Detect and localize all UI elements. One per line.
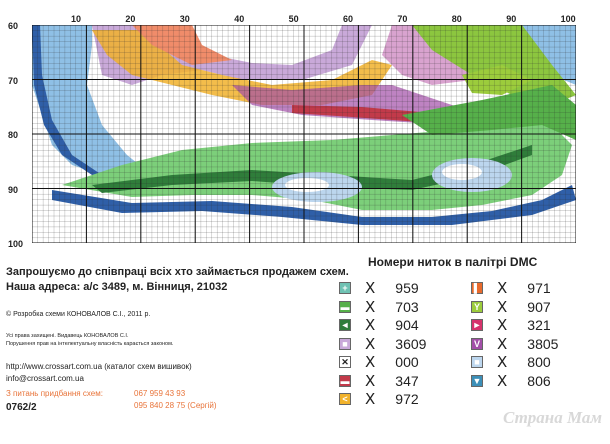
- x-axis-label: 10: [71, 14, 82, 24]
- cross-mark: X: [365, 279, 376, 297]
- legend-row: [471, 335, 558, 353]
- cross-mark: X: [365, 390, 376, 408]
- legend-symbol-swatch: ■: [471, 356, 483, 368]
- cross-mark: X: [497, 353, 508, 371]
- dmc-code: 904: [395, 317, 419, 333]
- cross-mark: X: [365, 334, 376, 353]
- cross-mark: X: [497, 334, 508, 353]
- dmc-code: 703: [395, 298, 419, 315]
- y-axis-label: 100: [8, 239, 24, 249]
- legend-row: [471, 279, 551, 297]
- scheme-code: 0762/2: [6, 402, 37, 413]
- x-axis-label: 80: [451, 14, 462, 24]
- legend-symbol-swatch: +: [339, 282, 351, 294]
- x-axis-label: 70: [397, 14, 408, 24]
- dmc-code: 000: [395, 354, 419, 370]
- dmc-code: 800: [527, 354, 551, 370]
- x-axis-label: 30: [179, 14, 190, 24]
- x-axis-label: 100: [560, 14, 576, 24]
- legend-symbol-swatch: ▬: [340, 301, 350, 312]
- y-axis-label: 80: [8, 130, 19, 140]
- phone-1: 067 959 43 93: [134, 389, 186, 398]
- legend-row: [339, 353, 419, 371]
- legend-row: [471, 353, 551, 371]
- y-axis-label: 90: [8, 184, 19, 195]
- x-axis-label: 90: [506, 14, 517, 24]
- legend-symbol-swatch: ■: [339, 338, 351, 350]
- legend-symbol-swatch: ►: [472, 320, 482, 330]
- legend-row: [339, 372, 419, 390]
- x-axis-label: 60: [343, 14, 354, 24]
- legend-symbol-swatch: ✕: [339, 356, 351, 368]
- dmc-code: 806: [527, 372, 551, 389]
- website-link[interactable]: http://www.crossart.com.ua (каталог схем вишивок): [6, 362, 192, 371]
- dmc-code: 321: [527, 317, 551, 333]
- legend-symbol-swatch: ◄: [340, 320, 350, 330]
- dmc-code: 347: [395, 372, 419, 389]
- x-axis-label: 20: [125, 14, 136, 24]
- cooperation-text: Запрошуємо до співпраці всіх хто займається продажем схем.: [6, 266, 349, 278]
- cross-stitch-pattern: [32, 25, 576, 243]
- phone-2: 095 840 28 75 (Сергій): [134, 401, 217, 410]
- legend-row: [471, 316, 551, 334]
- copyright-text: © Розробка схеми КОНОВАЛОВ С.І., 2011 р.: [6, 311, 151, 318]
- legend-symbol-swatch: ▌: [471, 282, 483, 294]
- legend-title: Номери ниток в палітрі DMC: [368, 255, 538, 269]
- dmc-code: 972: [395, 391, 419, 407]
- x-axis-label: 50: [288, 14, 299, 24]
- legend-row: [339, 279, 419, 297]
- cross-mark: X: [497, 297, 508, 316]
- dmc-code: 907: [527, 298, 551, 315]
- legend-row: [471, 372, 551, 390]
- legend-symbol-swatch: ▼: [472, 375, 482, 386]
- rights-text-1: Усі права захищені. Видавець КОНОВАЛОВ С.І.: [6, 333, 129, 339]
- dmc-code: 959: [395, 280, 419, 296]
- legend-row: [339, 316, 419, 334]
- dmc-code: 3805: [527, 335, 559, 352]
- legend-row: [471, 298, 551, 316]
- legend-row: [339, 298, 419, 316]
- cross-mark: X: [497, 371, 508, 390]
- rights-text-2: Порушення прав на інтелектуальну власність карається законом.: [6, 341, 174, 347]
- cross-mark: X: [497, 316, 508, 334]
- watermark: Страна Мам: [502, 408, 602, 427]
- cross-mark: X: [497, 279, 508, 297]
- cross-mark: X: [365, 371, 376, 390]
- cross-mark: X: [365, 353, 376, 371]
- cross-mark: X: [365, 316, 376, 334]
- dmc-code: 3609: [395, 335, 427, 352]
- dmc-code: 971: [527, 280, 551, 296]
- email-link[interactable]: info@crossart.com.ua: [6, 374, 84, 383]
- y-axis-label: 70: [8, 75, 19, 86]
- legend-row: [339, 390, 419, 408]
- address-text: Наша адреса: а/с 3489, м. Вінниця, 21032: [6, 281, 228, 293]
- y-axis-label: 60: [8, 21, 19, 31]
- x-axis-label: 40: [234, 14, 245, 24]
- legend-symbol-swatch: Y: [471, 301, 483, 313]
- legend-symbol-swatch: V: [471, 338, 483, 350]
- legend-row: [339, 335, 426, 353]
- legend-symbol-swatch: ▬: [340, 375, 350, 386]
- purchase-label: З питань придбання схем:: [6, 389, 103, 398]
- legend-symbol-swatch: <: [339, 393, 351, 405]
- cross-mark: X: [365, 297, 376, 316]
